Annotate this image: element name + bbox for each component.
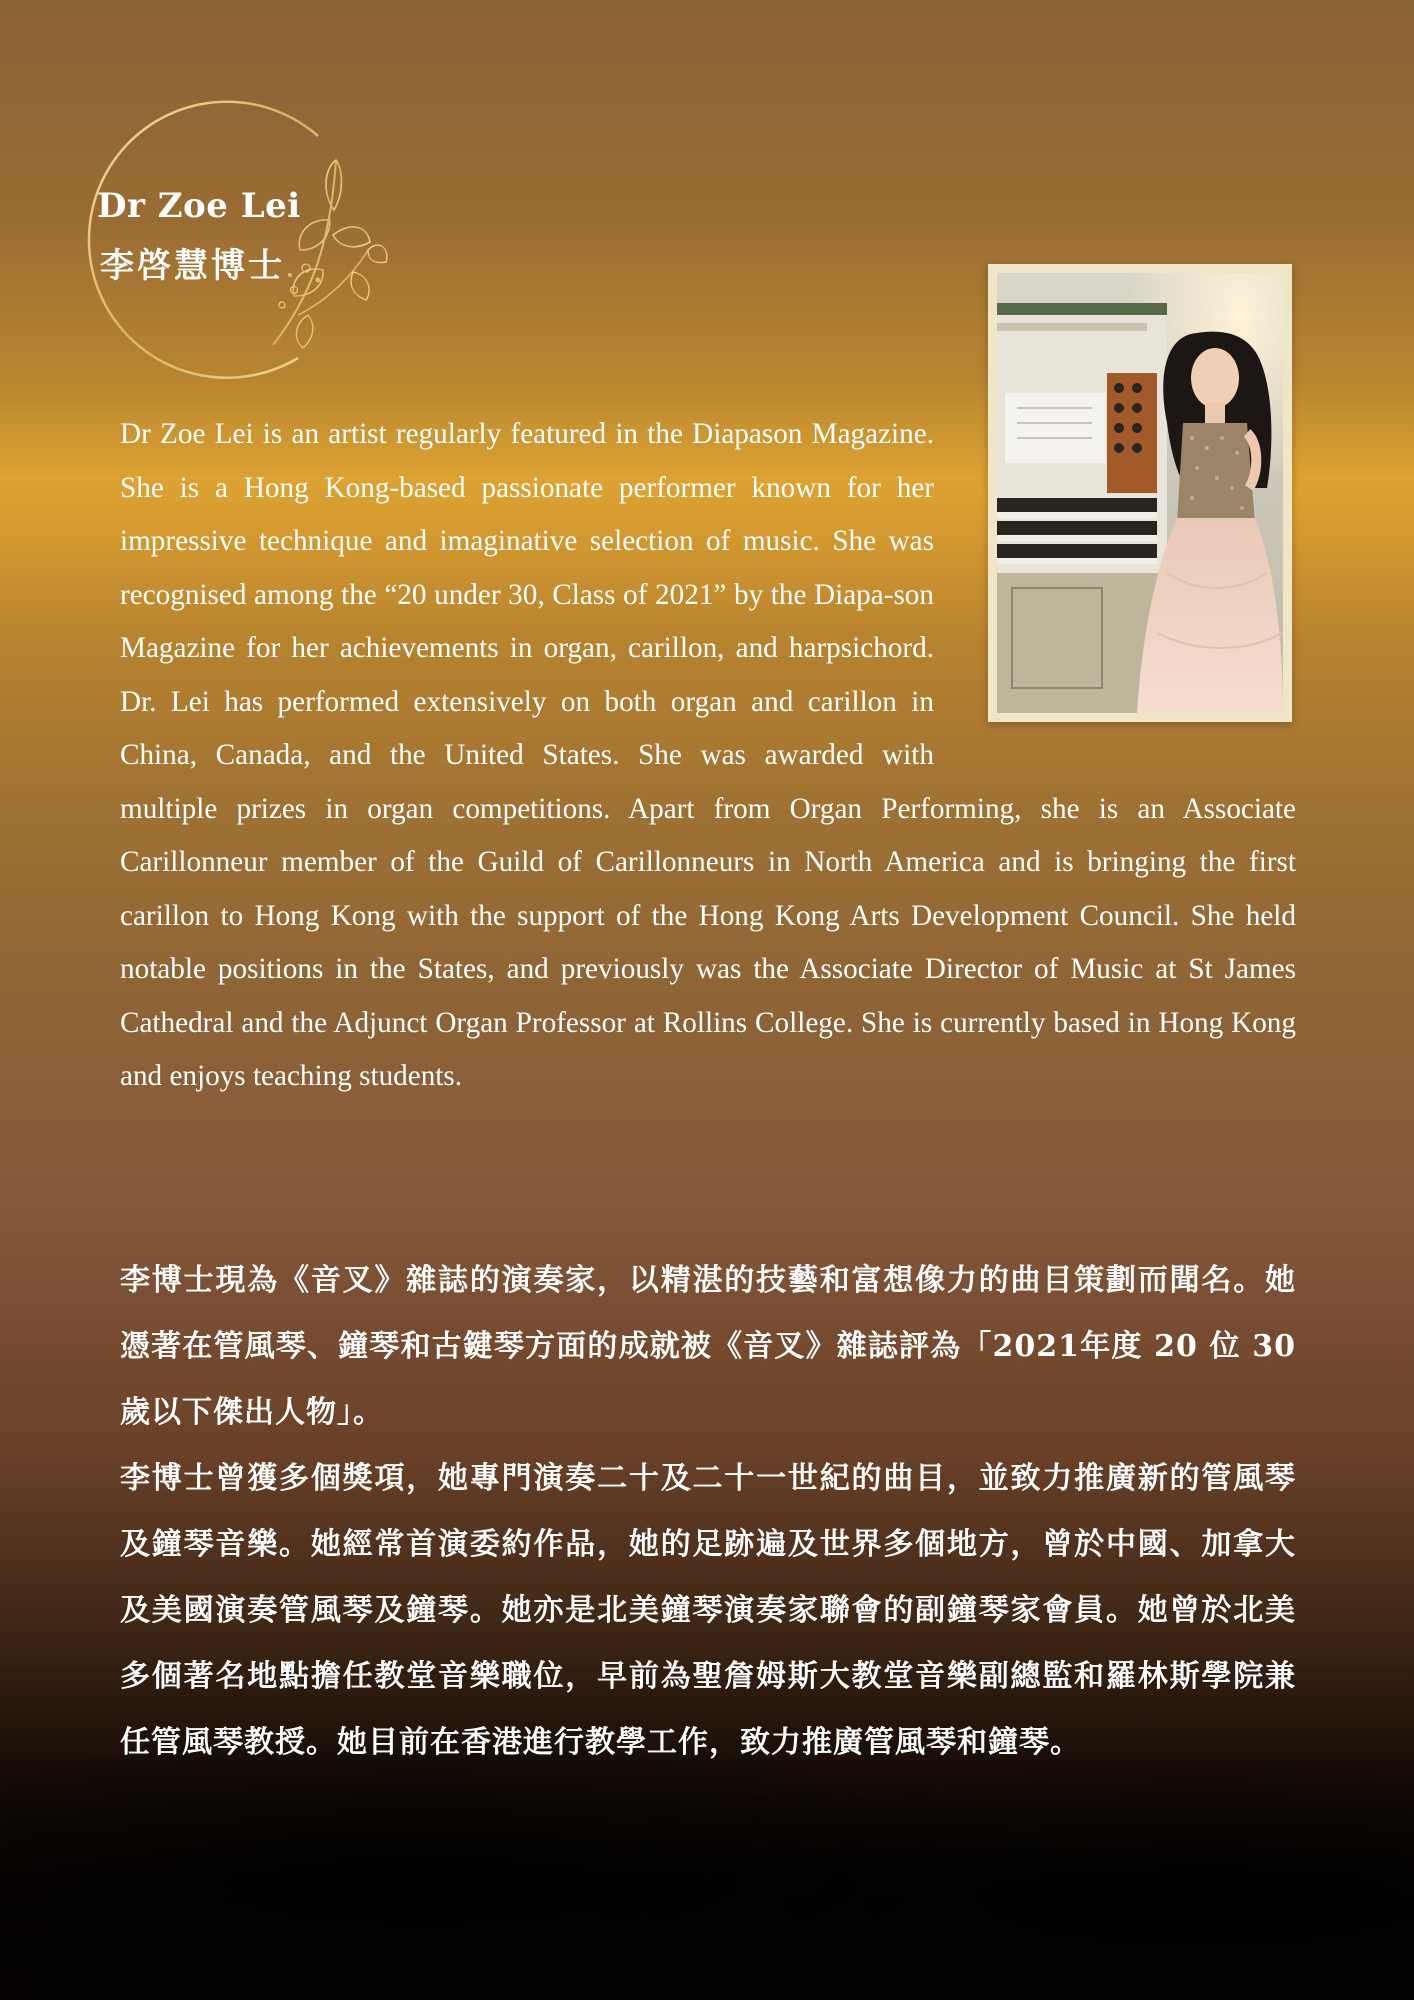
biography-chinese-paragraph-2: 李博士曾獲多個獎項，她專門演奏二十及二十一世紀的曲目，並致力推廣新的管風琴及鐘琴音樂。她經常首演委約作品，她的足跡遍及世界多個地方，曾於中國、加拿大及美國演奏管風琴及鐘琴。她亦是北美鐘琴演奏家聯會的副鐘琴家會員。她曾於北美多個著名地點擔任教堂音樂職位，早前為聖詹姆斯大教堂音樂副總監和羅林斯學院兼任管風琴教授。她目前在香港進行教學工作，致力推廣管風琴和鐘琴。 [120, 1461, 1296, 1760]
biography-chinese-paragraph-1: 李博士現為《音叉》雜誌的演奏家，以精湛的技藝和富想像力的曲目策劃而聞名。她憑著在管風琴、鐘琴和古鍵琴方面的成就被《音叉》雜誌評為「2021年度 20 位 30 歲以下傑出人物」。 [120, 1263, 1296, 1430]
biography-english-text: Dr Zoe Lei is an artist regularly featured in the Diapason Magazine. She is a Hong Kong-based passionate performer known for her impressive technique and imaginative selection of music. She was recognised among the “20 under 30, Class of 2021” by the Diapa-son Magazine for her achievements in organ, carillon, and harpsichord. Dr. Lei has performed extensively on both organ and carillon in China, Canada, and the United States. She was awarded with multiple prizes in organ competitions. Apart from Organ Performing, she is an Associate Carillonneur member of the Guild of Carillonneurs in North America and is bringing the first carillon to Hong Kong with the support of the Hong Kong Arts Development Council. She held notable positions in the States, and previously was the Associate Director of Music at St James Cathedral and the Adjunct Organ Professor at Rollins College. She is currently based in Hong Kong and enjoys teaching students. [120, 418, 1296, 1092]
name-english: Dr Zoe Lei [97, 186, 301, 226]
biography-english [120, 408, 1296, 1104]
name-chinese: 李啓慧博士 [100, 246, 285, 286]
name-emblem [68, 100, 398, 390]
biography-chinese [120, 1248, 1296, 1776]
